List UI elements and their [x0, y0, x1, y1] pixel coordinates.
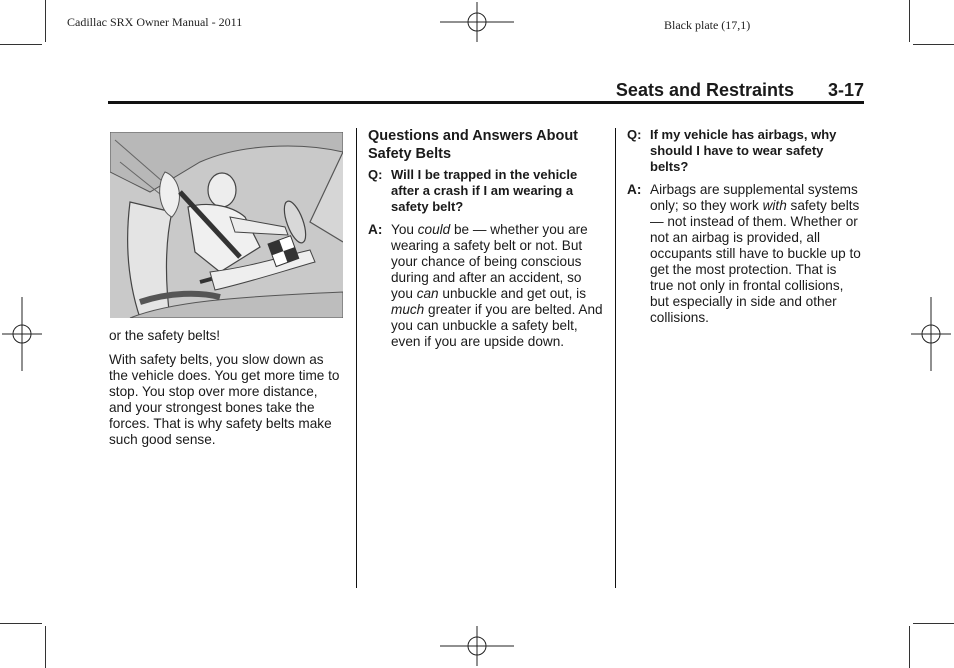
column-divider-2	[615, 128, 616, 588]
answer-text: You could be — whether you are wearing a safety belt or not. But your chance of being conscious during and after an accident, so you can unbuckle and get out, is much greater if you are belted. And you can unbuckle a safety belt, even if you are upside down.	[391, 222, 603, 349]
column2	[368, 127, 603, 350]
emphasis-with: with	[762, 198, 787, 213]
running-header	[108, 80, 864, 100]
question-text: If my vehicle has airbags, why should I have to wear safety belts?	[650, 127, 837, 174]
trim-mark-bottom-right-v	[909, 626, 910, 668]
header-rule	[108, 101, 864, 104]
trim-mark-bottom-left-h	[0, 623, 42, 624]
trim-mark-bottom-left-v	[45, 626, 46, 668]
safety-belts-paragraph: With safety belts, you slow down as the vehicle does. You get more time to stop. You stop over more distance, and your strongest bones take the forces. That is why safety belts make such good sense.	[109, 352, 340, 447]
trim-mark-top-left-h	[0, 44, 42, 45]
question-airbags	[627, 127, 862, 175]
registration-mark-right	[911, 297, 951, 371]
emphasis-can: can	[416, 286, 439, 301]
emphasis-could: could	[417, 222, 451, 237]
section-heading: Questions and Answers About Safety Belts	[368, 128, 579, 162]
person-wearing-seatbelt-illustration	[110, 132, 343, 318]
trim-mark-bottom-right-h	[913, 623, 954, 624]
registration-mark-top	[440, 2, 514, 42]
trim-mark-top-right-v	[909, 0, 910, 42]
trim-mark-top-left-v	[45, 0, 46, 42]
question-tag: Q:	[627, 127, 642, 142]
manual-title: Cadillac SRX Owner Manual - 2011	[67, 15, 243, 29]
registration-mark-bottom	[440, 626, 514, 666]
answer-tag: A:	[627, 182, 642, 197]
answer-airbags	[627, 182, 862, 326]
question-tag: Q:	[368, 167, 383, 182]
answer-trapped	[368, 222, 603, 350]
seatbelt-illustration	[110, 132, 343, 318]
trim-mark-top-right-h	[913, 44, 954, 45]
column-divider-1	[356, 128, 357, 588]
answer-tag: A:	[368, 222, 383, 237]
page-number: 3-17	[827, 80, 864, 100]
column3	[627, 127, 862, 326]
question-text: Will I be trapped in the vehicle after a crash if I am wearing a safety belt?	[391, 167, 578, 214]
plate-label: Black plate (17,1)	[664, 18, 751, 32]
registration-mark-left	[2, 297, 42, 371]
column1-text	[109, 328, 342, 448]
answer-text: Airbags are supplemental systems only; so they work with safety belts — not instead of them. Whether or not an airbag is provided, all occupants still have to buckle up to get the most protection. That is true not only in frontal collisions, but especially in side and other collisions.	[650, 182, 861, 325]
continuation-text: or the safety belts!	[109, 328, 221, 343]
question-trapped	[368, 167, 603, 215]
emphasis-much: much	[391, 302, 425, 317]
section-title: Seats and Restraints	[615, 80, 794, 100]
